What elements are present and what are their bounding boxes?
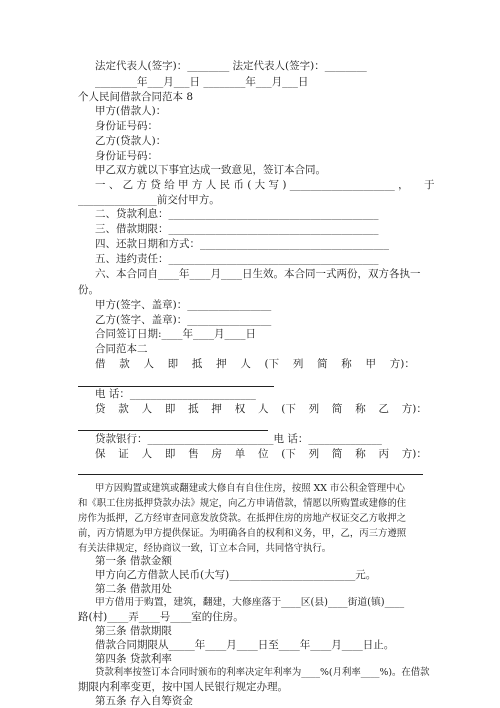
spaced-char: 方)： — [401, 448, 427, 460]
delivery-clause: _______________前交付甲方。 — [78, 194, 220, 206]
term-clause: 三、借款期限：________________________________________ — [95, 223, 379, 235]
spaced-char: 人 — [141, 403, 153, 415]
spaced-char: 人 — [143, 358, 154, 370]
spaced-char: 简 — [331, 403, 343, 415]
repayment-clause: 四、还款日期和方式：____________________________________ — [95, 238, 389, 250]
spaced-char: 款 — [119, 358, 130, 370]
spaced-char: 抵 — [188, 403, 199, 415]
preamble-line: 甲方因购置或建筑或翻建或大修自有自住住房，按照 XX 市公积金管理中心 — [95, 483, 405, 494]
spaced-char: 称 — [355, 448, 366, 460]
spaced-char: 证 — [118, 448, 129, 460]
preamble-line: 房作为抵押，乙方经审查同意发放贷款。在抵押住房的房地产权证交乙方收押之 — [78, 513, 407, 524]
article-heading: 第三条 借款期限 — [95, 625, 172, 637]
spaced-char: 借 — [95, 358, 106, 370]
party-b-signature: 乙方(签字、盖章)：________________ — [95, 314, 272, 326]
preamble-line: 前，丙方情愿为甲方提供保证。为明确各自的权利和义务，甲，乙，丙三方遵照 — [78, 528, 407, 539]
effective-clause: 六、本合同自____年____月____日生效。本合同一式两份，双方各执一 — [95, 268, 421, 280]
article-body: 甲方向乙方借款人民币(大写)________________________元。 — [95, 569, 377, 581]
article-heading: 第二条 借款用处 — [95, 583, 172, 595]
date-line: ________年___月___日 ________年___月___日 — [95, 76, 309, 88]
article-body: 借款合同期限从_____年____月____日至____年____月____日止。 — [95, 639, 395, 651]
interest-clause: 二、贷款利息：________________________________________ — [95, 208, 379, 220]
id-number-label: 身份证号码： — [95, 120, 158, 132]
spaced-char: 人 — [240, 358, 251, 370]
spaced-char: 人 — [141, 448, 153, 460]
spaced-char: 列 — [308, 448, 320, 460]
spaced-char: 方)： — [401, 403, 427, 415]
spaced-char: 即 — [164, 448, 176, 460]
spaced-char: 即 — [167, 358, 179, 370]
lender-mortgagee-line — [95, 402, 427, 416]
spaced-char: (下 — [281, 448, 296, 460]
party-a-label: 甲方(借款人)： — [95, 105, 167, 117]
spaced-char: (下 — [264, 358, 280, 370]
spaced-char: 简 — [331, 448, 343, 460]
section-title: 合同范本二 — [95, 343, 148, 355]
spaced-char: 丙 — [378, 448, 389, 460]
lender-bank-line: 贷款银行：________________________电 话：______________ — [95, 433, 382, 445]
spaced-char: 贷 — [95, 403, 106, 415]
phone-line: 电 话：________________________ — [95, 388, 256, 400]
spaced-char: 列 — [292, 358, 304, 370]
spaced-char: 列 — [308, 403, 320, 415]
article-heading: 第四条 贷款利率 — [95, 653, 172, 665]
loan-amount-clause-end: 于 — [424, 179, 435, 191]
spaced-char: 权 — [234, 403, 246, 415]
liability-clause: 五、违约责任：________________________________________ — [95, 253, 379, 265]
section-title: 个人民间借款合同范本 8 — [78, 91, 194, 103]
agreement-intro: 甲乙双方就以下事宜达成一致意见，签订本合同。 — [95, 164, 326, 176]
spaced-char: 抵 — [191, 358, 203, 370]
party-b-label: 乙方(贷款人)： — [95, 135, 167, 147]
spaced-char: 即 — [164, 403, 176, 415]
article-body: 贷款利率按签订本合同时颁布的利率决定年利率为____%(月利率____%)。在借款 — [95, 667, 430, 678]
guarantor-seller-line — [95, 447, 427, 461]
spaced-char: 押 — [216, 358, 227, 370]
article-body: 期限内利率变更，按中国人民银行规定办理。 — [78, 681, 288, 693]
spaced-char: 位 — [257, 448, 269, 460]
id-number-label: 身份证号码： — [95, 150, 158, 162]
preamble-line: 有关法律规定，经协商议一致，订立本合同，共同恪守执行。 — [78, 543, 332, 554]
spaced-char: 简 — [317, 358, 328, 370]
spaced-char: 款 — [118, 403, 129, 415]
spaced-char: 房 — [211, 448, 222, 460]
spaced-char: 单 — [234, 448, 246, 460]
spaced-char: 称 — [355, 403, 366, 415]
spaced-char: 乙 — [378, 403, 389, 415]
blank-underline — [78, 430, 268, 431]
article-heading: 第一条 借款金额 — [95, 555, 172, 567]
article-body: 甲方借用于购置，建筑，翻建，大修座落于____区(县)____街道(镇)____ — [95, 597, 405, 608]
spaced-char: 押 — [211, 403, 222, 415]
spaced-char: 保 — [95, 448, 106, 460]
spaced-char: 称 — [341, 358, 352, 370]
borrower-mortgagor-line — [95, 357, 415, 371]
party-a-signature: 甲方(签字、盖章)：________________ — [95, 299, 272, 311]
article-body: 路(村)____弄____号____室的住房。 — [78, 611, 244, 623]
spaced-char: 售 — [188, 448, 199, 460]
preamble-line: 和《职工住房抵押贷款办法》规定，向乙方申请借款，情愿以所购置或建修的住 — [78, 498, 407, 509]
signing-date: 合同签订日期:____年____月____日 — [95, 328, 257, 340]
signature-line: 法定代表人(签字)：________ 法定代表人(签字)：________ — [95, 60, 367, 72]
loan-amount-clause: 一 、 乙 方 贷 给 甲 方 人 民 币 ( 大 写 ) ____________________ ， — [95, 179, 409, 191]
spaced-char: 人 — [257, 403, 269, 415]
spaced-char: 甲 — [365, 358, 377, 370]
spaced-char: 方)： — [389, 358, 415, 370]
effective-clause-end: 份。 — [78, 284, 99, 296]
spaced-char: (下 — [281, 403, 296, 415]
article-heading: 第五条 存入自筹资金 — [95, 695, 193, 707]
blank-underline — [78, 474, 423, 475]
